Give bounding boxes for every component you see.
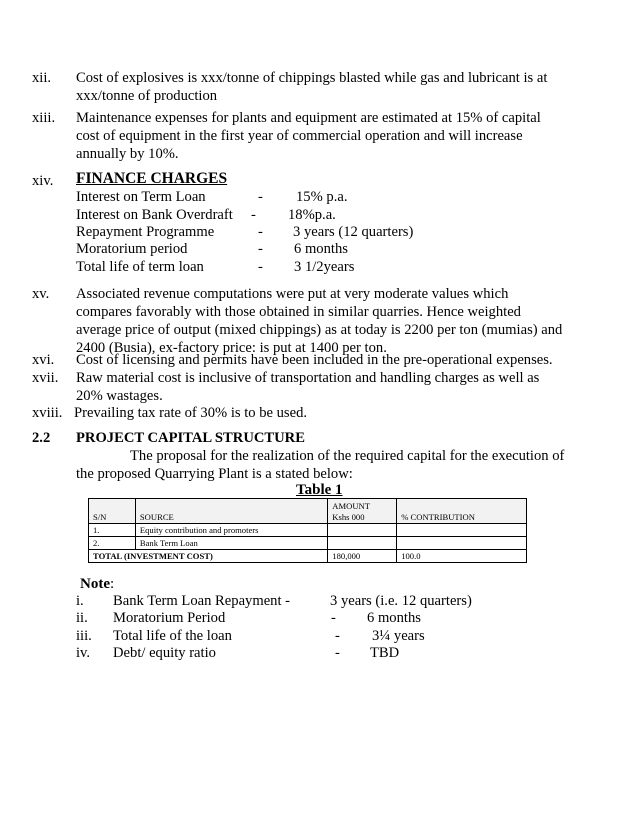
finance-row-label: Interest on Term Loan [76, 189, 206, 205]
finance-row-dash: - [258, 189, 263, 205]
total-label: TOTAL (INVESTMENT COST) [89, 550, 328, 563]
finance-row-dash: - [258, 241, 263, 257]
text-line: Raw material cost is inclusive of transportation and handling charges as well as [76, 370, 540, 386]
table-row [89, 524, 527, 537]
note-value: 3 years (i.e. 12 quarters) [330, 593, 472, 609]
note-num: iv. [76, 645, 91, 661]
text-line: 2400 (Busia), ex-factory price: is put at 1400 per ton. [76, 340, 387, 356]
finance-row-label: Interest on Bank Overdraft [76, 207, 233, 223]
text-line: Cost of explosives is xxx/tonne of chippings blasted while gas and lubricant is at [76, 70, 548, 86]
table-total-row [89, 550, 527, 563]
header-amount-line: AMOUNT [332, 501, 371, 511]
item-number: xii. [32, 70, 52, 86]
paragraph-revenue-computations [76, 285, 563, 357]
text-line: Cost of licensing and permits have been included in the pre-operational expenses. [76, 352, 553, 368]
cell-sn: 1. [89, 524, 136, 537]
table-header-row [89, 499, 527, 524]
text-line: compares favorably with those obtained in similar quarries. Hence weighted [76, 304, 521, 320]
total-contribution: 100.0 [397, 550, 527, 563]
table-caption: Table 1 [296, 482, 343, 498]
finance-row-value: 6 months [294, 241, 348, 257]
cell-contribution [397, 537, 527, 550]
cell-source: Bank Term Loan [135, 537, 327, 550]
header-sn: S/N [89, 499, 136, 524]
text-line: The proposal for the realization of the required capital for the execution of [130, 448, 565, 464]
item-number: xiii. [32, 110, 56, 126]
finance-row-label: Moratorium period [76, 241, 188, 257]
note-value: TBD [370, 645, 400, 661]
finance-row-dash: - [258, 224, 263, 240]
item-number: xvii. [32, 370, 59, 386]
finance-row-value: 3 years (12 quarters) [293, 224, 414, 240]
note-value: 3¼ years [372, 628, 425, 644]
finance-row-dash: - [258, 259, 263, 275]
note-num: i. [76, 593, 84, 609]
cell-amount [328, 537, 397, 550]
note-value: 6 months [367, 610, 421, 626]
table-row [89, 537, 527, 550]
text-line: average price of output (mixed chippings) as at today is 2200 per ton (mumias) and [76, 322, 563, 338]
note-num: ii. [76, 610, 88, 626]
section-title: PROJECT CAPITAL STRUCTURE [76, 430, 305, 446]
item-number: xviii. [32, 405, 63, 421]
note-dash: - [335, 645, 340, 661]
text-line: cost of equipment in the first year of commercial operation and will increase [76, 128, 523, 144]
finance-row-label: Total life of term loan [76, 259, 204, 275]
text-line: the proposed Quarrying Plant is a stated below: [76, 466, 353, 482]
paragraph-tax-rate: Prevailing tax rate of 30% is to be used. [74, 405, 308, 421]
header-amount [328, 499, 397, 524]
paragraph-maintenance-expenses [76, 109, 563, 163]
note-dash: - [335, 628, 340, 644]
cell-contribution [397, 524, 527, 537]
finance-row-label: Repayment Programme [76, 224, 215, 240]
note-label: Moratorium Period [113, 610, 226, 626]
finance-row-value: 18%p.a. [288, 207, 336, 223]
capital-structure-table [88, 498, 527, 563]
note-colon: : [110, 576, 115, 592]
text-line: Associated revenue computations were put at very moderate values which [76, 286, 509, 302]
finance-row-value: 3 1/2years [294, 259, 355, 275]
note-dash: - [331, 610, 336, 626]
section-number: 2.2 [32, 430, 51, 446]
note-num: iii. [76, 628, 92, 644]
total-amount: 180,000 [328, 550, 397, 563]
header-contribution: % CONTRIBUTION [397, 499, 527, 524]
paragraph-licensing-cost [76, 351, 563, 369]
cell-sn: 2. [89, 537, 136, 550]
note-heading [80, 575, 114, 593]
finance-row-dash: - [251, 207, 256, 223]
note-title: Note [80, 576, 110, 592]
text-line: annually by 10%. [76, 146, 179, 162]
note-label: Bank Term Loan Repayment - [113, 593, 291, 609]
item-number: xv. [32, 286, 50, 302]
text-line: Maintenance expenses for plants and equipment are estimated at 15% of capital [76, 110, 541, 126]
paragraph-raw-material-cost [76, 369, 563, 405]
finance-charges-heading: FINANCE CHARGES [76, 170, 228, 187]
cell-source: Equity contribution and promoters [135, 524, 327, 537]
paragraph-explosives-cost [76, 69, 563, 105]
note-label: Total life of the loan [113, 628, 232, 644]
item-number: xvi. [32, 352, 55, 368]
header-source: SOURCE [135, 499, 327, 524]
cell-amount [328, 524, 397, 537]
item-number: xiv. [32, 173, 54, 189]
header-amount-unit: Kshs 000 [332, 512, 365, 522]
note-label: Debt/ equity ratio [113, 645, 216, 661]
text-line: xxx/tonne of production [76, 88, 218, 104]
finance-row-value: 15% p.a. [296, 189, 348, 205]
text-line: 20% wastages. [76, 388, 163, 404]
